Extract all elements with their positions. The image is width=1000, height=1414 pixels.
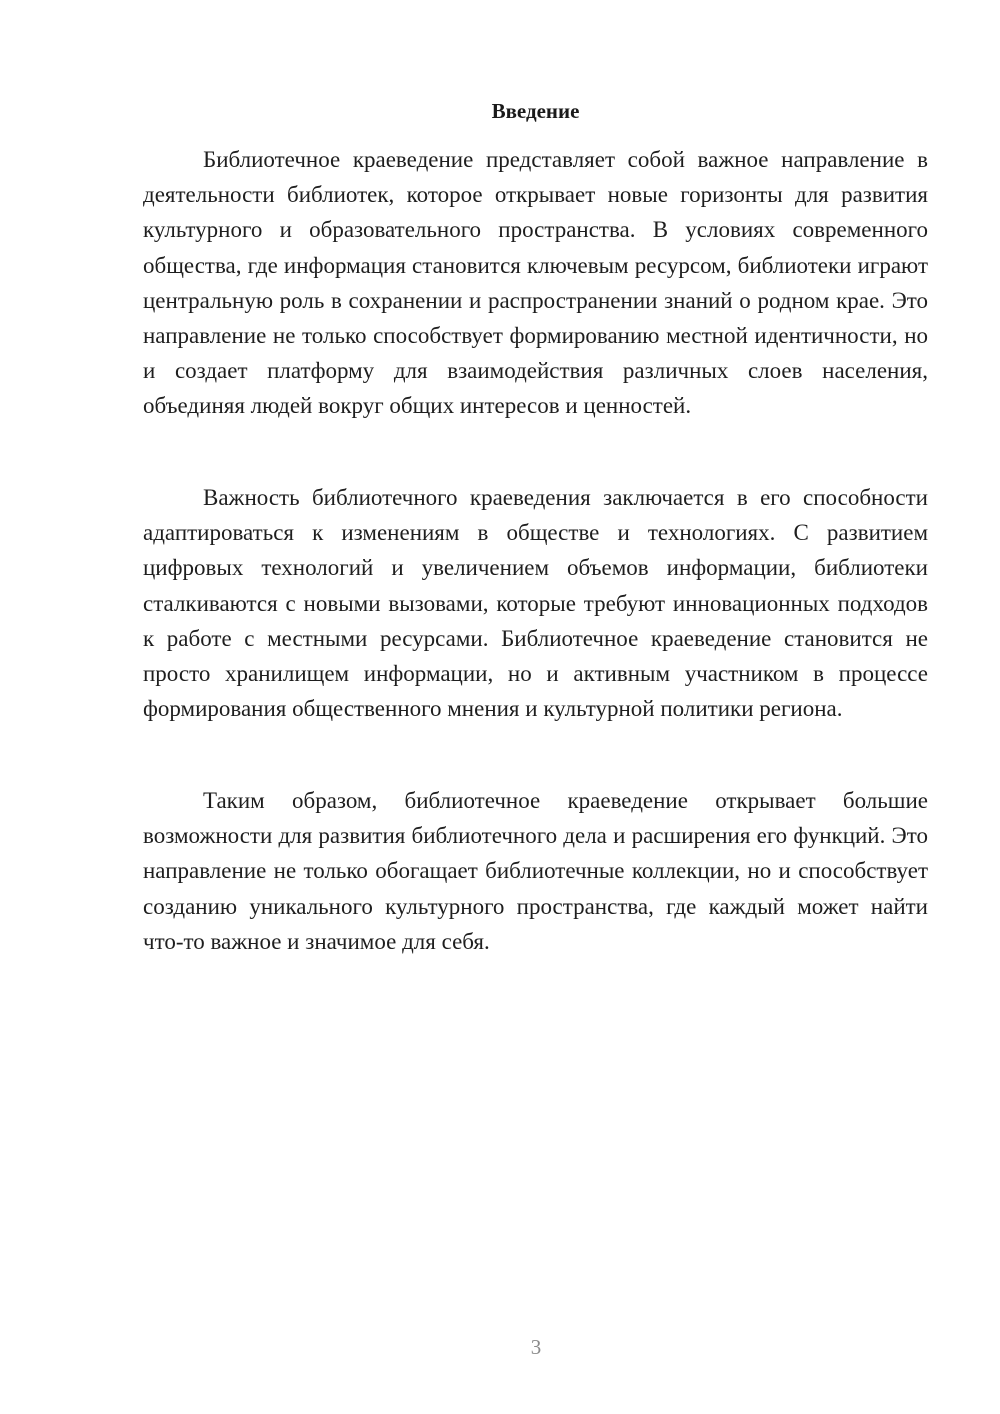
paragraph-2: Важность библиотечного краеведения заключается в его способности адаптироваться к изменениям в обществе и технологиях. С развитием цифровых технологий и увеличением объемов информации, библиотеки сталкиваются с новыми вызовами, которые требуют инновационных подходов к работе с местными ресурсами. Библиотечное краеведение становится не просто хранилищем информации, но и активным участником в процессе формирования общественного мнения и культурной политики региона.	[143, 485, 928, 722]
section-heading: Введение	[491, 99, 580, 123]
paragraph-1: Библиотечное краеведение представляет собой важное направление в деятельности библиотек, которое открывает новые горизонты для развития культурного и образовательного пространства. В условиях современного общества, где информация становится ключевым ресурсом, библиотеки играют центральную роль в сохранении и распространении знаний о родном крае. Это направление не только способствует формированию местной идентичности, но и создает платформу для взаимодействия различных слоев населения, объединяя людей вокруг общих интересов и ценностей.	[143, 147, 928, 419]
paragraph-3: Таким образом, библиотечное краеведение открывает большие возможности для развития библиотечного дела и расширения его функций. Это направление не только обогащает библиотечные коллекции, но и способствует созданию уникального культурного пространства, где каждый может найти что-то важное и значимое для себя.	[143, 788, 928, 954]
page-number: 3	[530, 1335, 542, 1359]
